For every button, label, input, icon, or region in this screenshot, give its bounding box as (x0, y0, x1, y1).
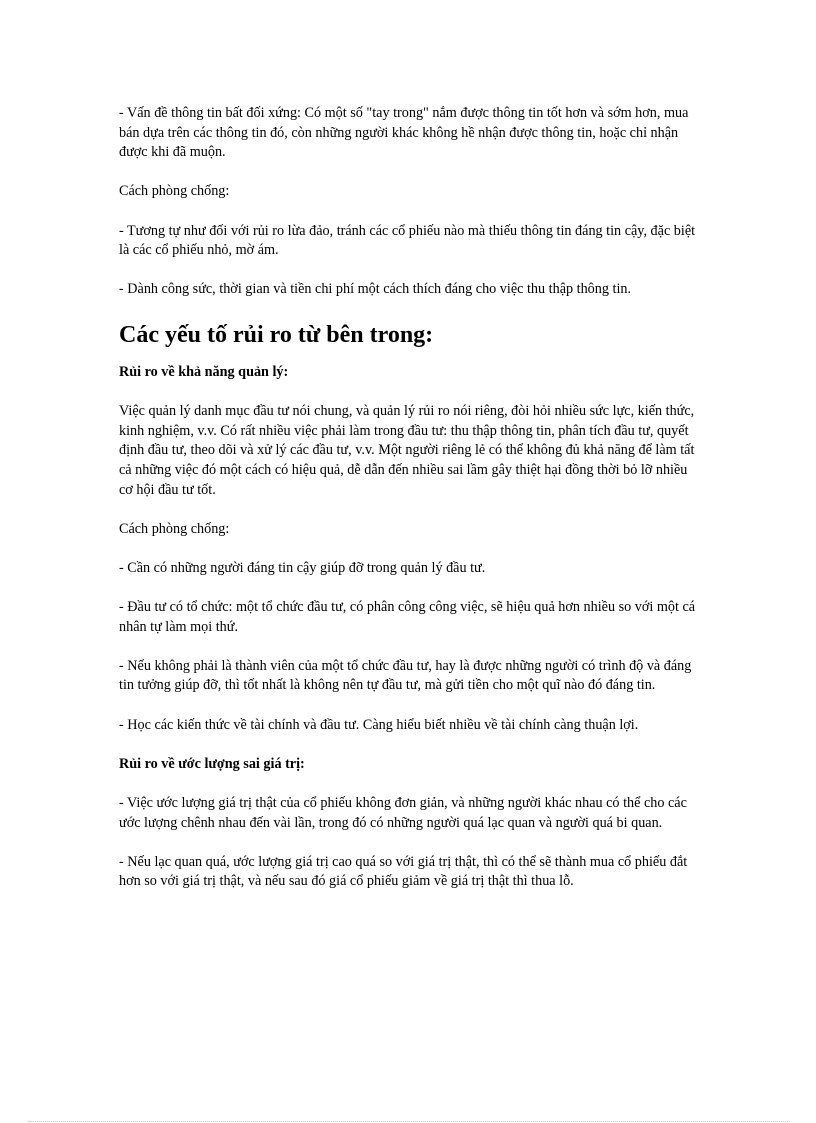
paragraph-trusted-help: - Cần có những người đáng tin cậy giúp đỡ trong quản lý đầu tư. (119, 559, 486, 576)
paragraph-prevention-label: Cách phòng chống: (119, 183, 230, 200)
paragraph-overoptimism: - Nếu lạc quan quá, ước lượng giá trị cao quá so với giá trị thật, thì có thể sẽ thành mua cổ phiếu đắt hơn so với giá trị thật, và nếu sau đó giá cổ phiếu giảm về giá trị thật thì thua lỗ. (119, 853, 688, 890)
paragraph-prevention-label: Cách phòng chống: (119, 520, 230, 537)
paragraph-management-intro: Việc quản lý danh mục đầu tư nói chung, và quản lý rủi ro nói riêng, đòi hỏi nhiều sức lực, kiến thức, kinh nghiệm, v.v. Có rất nhiều việc phải làm trong đầu tư: thu thập thông tin, phân tích đầu tư, quyết định đầu tư, theo dõi và xử lý các đầu tư, v.v. Một người riêng lẻ có thể không đủ khả năng để làm tất cả những việc đó một cách có hiệu quả, dễ dẫn đến nhiều sai lầm gây thiệt hại đồng thời bỏ lỡ nhiều cơ hội đầu tư tốt. (119, 403, 695, 498)
paragraph-use-fund: - Nếu không phải là thành viên của một tổ chức đầu tư, hay là được những người có trình độ và đáng tin tưởng giúp đỡ, thì tốt nhất là không nên tự đầu tư, mà gửi tiền cho một quĩ nào đó đáng tin. (119, 657, 692, 694)
page-bottom-divider (28, 1121, 788, 1122)
paragraph-asymmetric-info: - Vấn đề thông tin bất đối xứng: Có một số "tay trong" nắm được thông tin tốt hơn và sớm hơn, mua bán dựa trên các thông tin đó, còn những người khác không hề nhận được thông tin, hoặc chỉ nhận được khi đã muộn. (119, 105, 689, 161)
section-heading-valuation: Rủi ro về ước lượng sai giá trị: (119, 755, 305, 772)
paragraph-learn-finance: - Học các kiến thức về tài chính và đầu tư. Càng hiểu biết nhiều về tài chính càng thuận lợi. (119, 716, 639, 733)
paragraph-valuation-difficulty: - Việc ước lượng giá trị thật của cổ phiếu không đơn giản, và những người khác nhau có thể cho các ước lượng chênh nhau đến vài lần, trong đó có những người quá lạc quan và người quá bi quan. (119, 795, 687, 831)
paragraph-avoid-unreliable: - Tương tự như đối với rủi ro lừa đảo, tránh các cổ phiếu nào mà thiếu thông tin đáng tin cậy, đặc biệt là các cổ phiếu nhỏ, mờ ám. (119, 222, 696, 259)
main-heading: Các yếu tố rủi ro từ bên trong: (119, 321, 434, 348)
document-page (119, 104, 697, 912)
paragraph-invest-effort: - Dành công sức, thời gian và tiền chi phí một cách thích đáng cho việc thu thập thông tin. (119, 281, 632, 298)
section-heading-management: Rủi ro về khả năng quản lý: (119, 363, 289, 380)
paragraph-organized-investing: - Đầu tư có tổ chức: một tổ chức đầu tư, có phân công công việc, sẽ hiệu quả hơn nhiều so với một cá nhân tự làm mọi thứ. (119, 599, 696, 635)
